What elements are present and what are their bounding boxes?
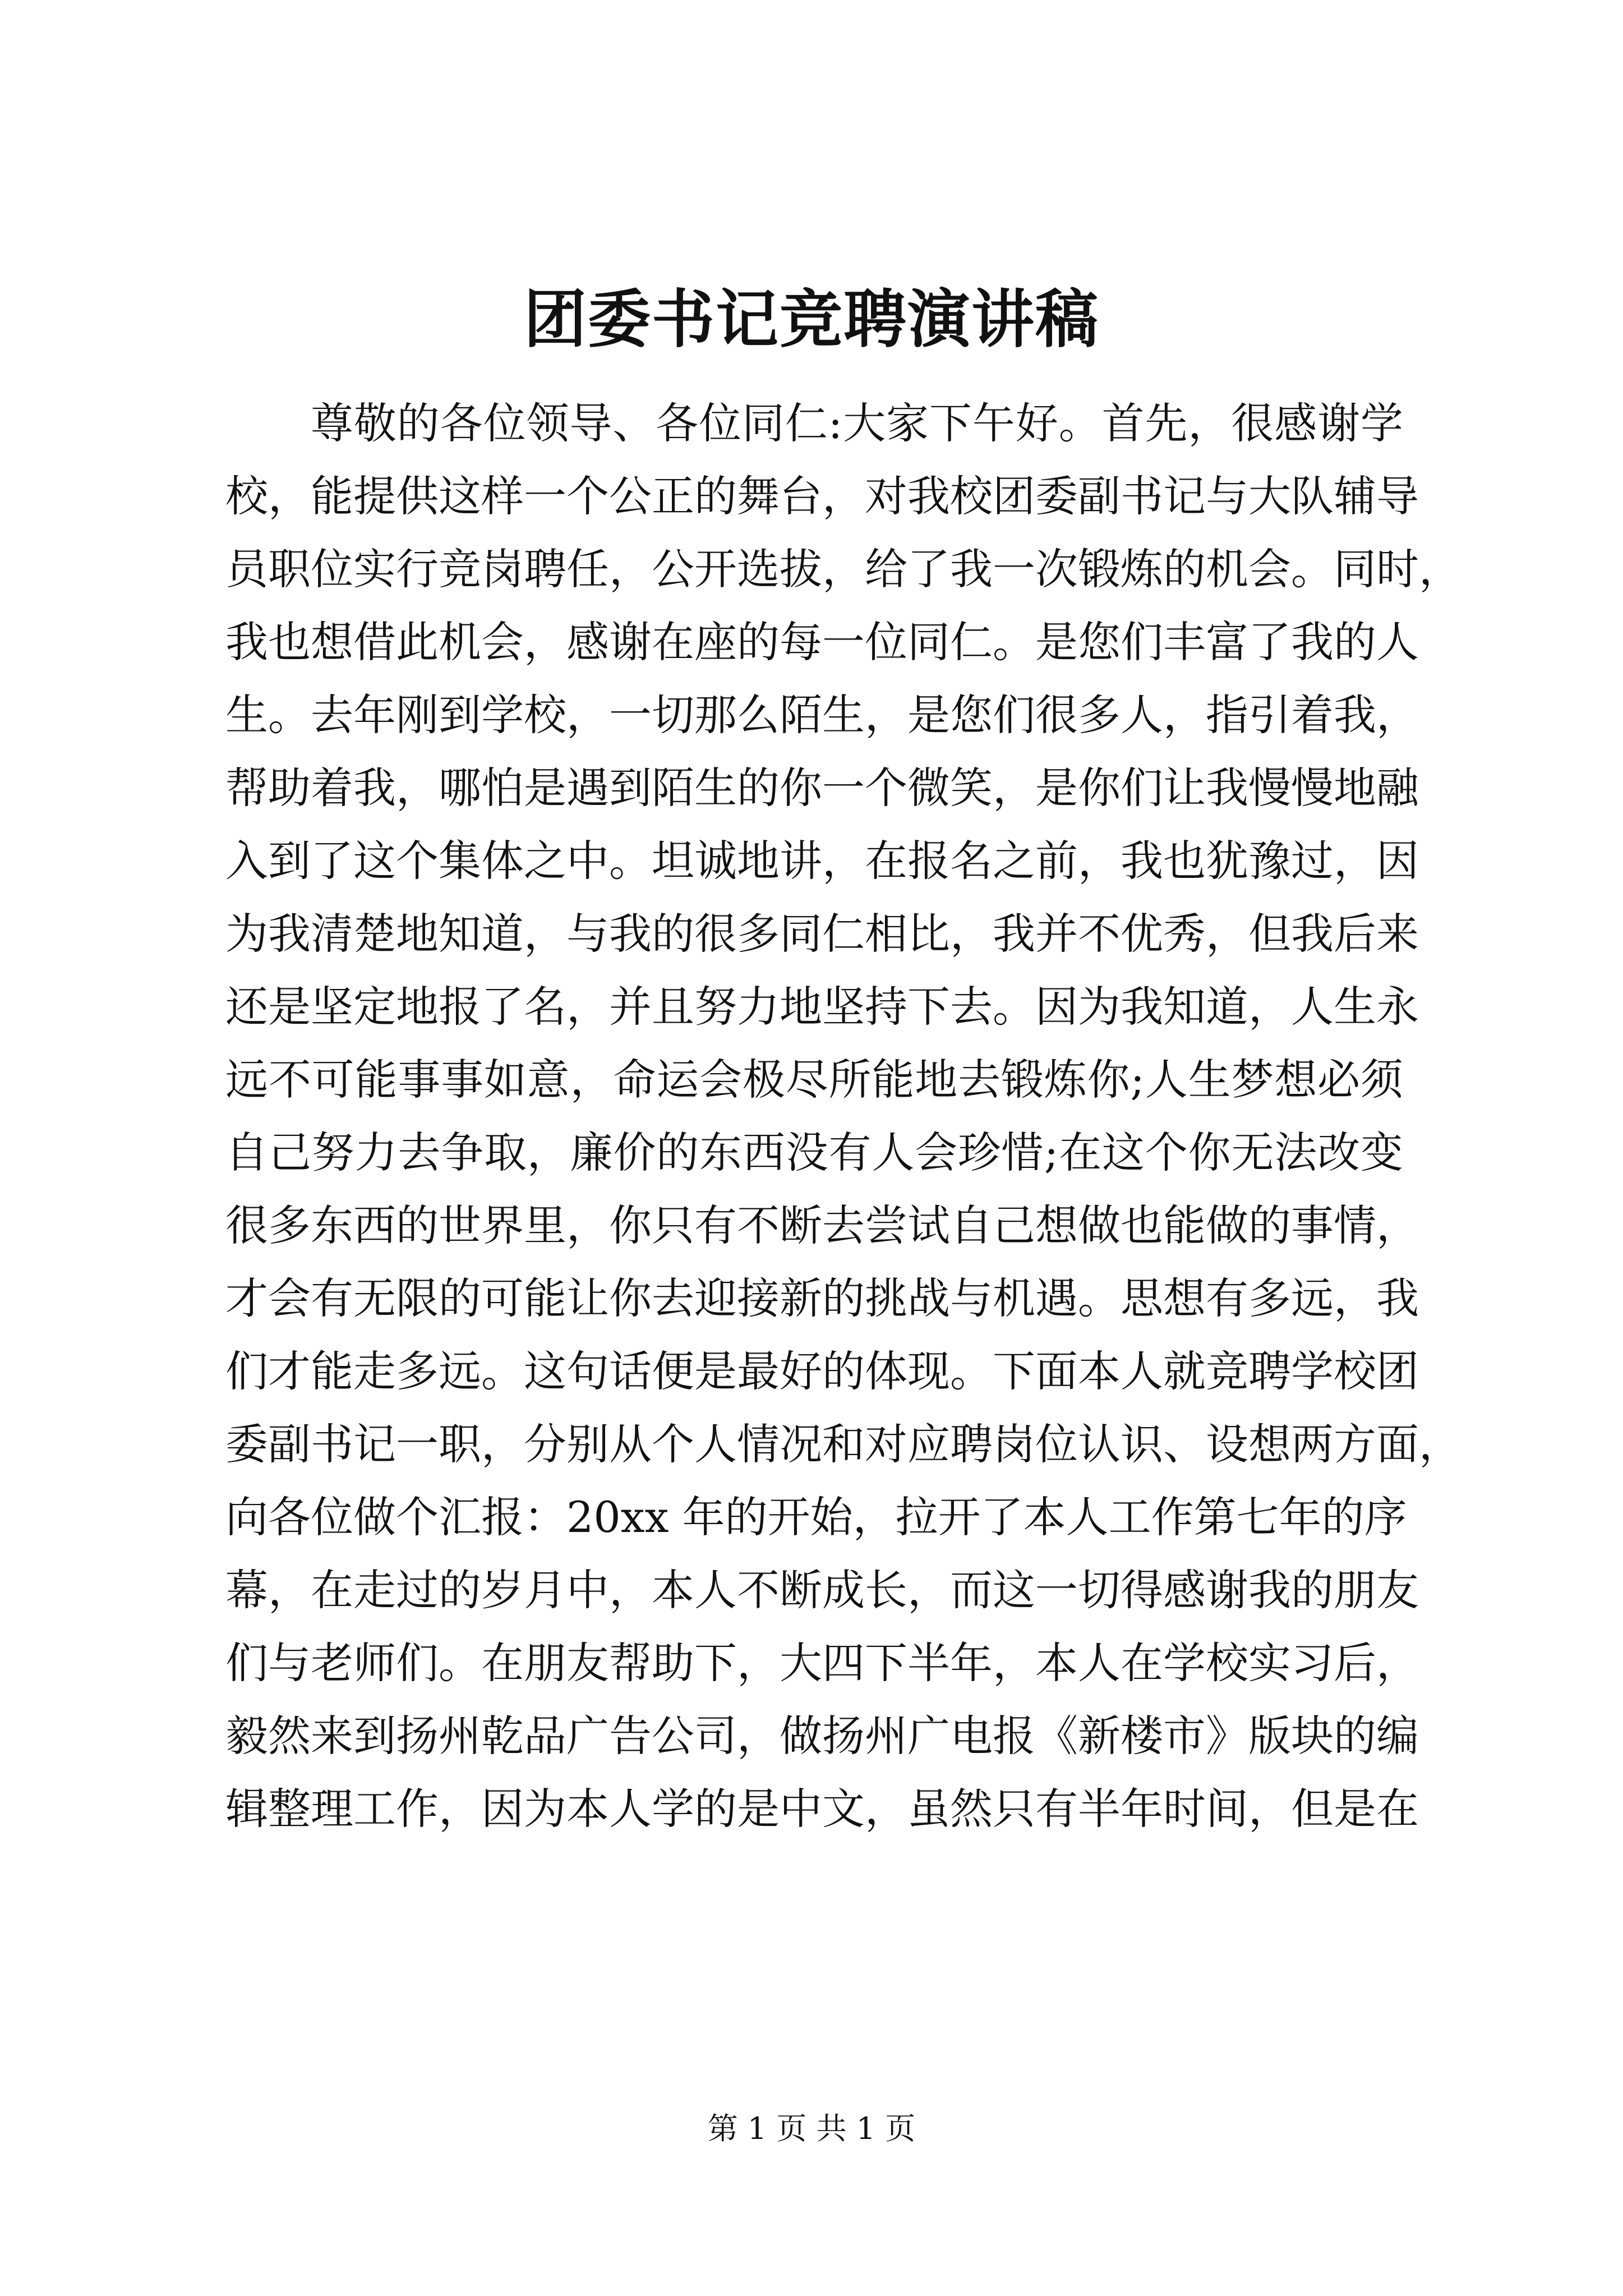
body-line: 们才能走多远。这句话便是最好的体现。下面本人就竞聘学校团 <box>225 1346 1419 1396</box>
body-line: 自己努力去争取，廉价的东西没有人会珍惜;在这个你无法改变 <box>225 1128 1403 1177</box>
page-footer: 第 1 页 共 1 页 <box>707 2111 916 2146</box>
body-line: 入到了这个集体之中。坦诚地讲，在报名之前，我也犹豫过，因 <box>225 836 1419 886</box>
body-line: 很多东西的世界里，你只有不断去尝试自己想做也能做的事情， <box>225 1200 1419 1250</box>
body-line: 才会有无限的可能让你去迎接新的挑战与机遇。思想有多远，我 <box>225 1273 1419 1323</box>
body-line: 辑整理工作，因为本人学的是中文，虽然只有半年时间，但是在 <box>225 1784 1419 1834</box>
body-line: 们与老师们。在朋友帮助下，大四下半年，本人在学校实习后， <box>225 1638 1419 1688</box>
body-line: 尊敬的各位领导、各位同仁:大家下午好。首先，很感谢学 <box>311 398 1403 448</box>
body-line: 委副书记一职，分别从个人情况和对应聘岗位认识、设想两方面， <box>225 1419 1461 1469</box>
body-line: 员职位实行竞岗聘任，公开选拔，给了我一次锻炼的机会。同时， <box>225 544 1461 594</box>
body-line: 毅然来到扬州乾品广告公司，做扬州广电报《新楼市》版块的编 <box>225 1711 1419 1761</box>
body-line: 远不可能事事如意，命运会极尽所能地去锻炼你;人生梦想必须 <box>225 1055 1403 1105</box>
body-line: 为我清楚地知道，与我的很多同仁相比，我并不优秀，但我后来 <box>225 909 1419 959</box>
body-line: 向各位做个汇报：20xx 年的开始，拉开了本人工作第七年的序 <box>225 1492 1407 1542</box>
body-line: 帮助着我，哪怕是遇到陌生的你一个微笑，是你们让我慢慢地融 <box>225 763 1419 813</box>
body-line: 还是坚定地报了名，并且努力地坚持下去。因为我知道，人生永 <box>225 982 1419 1032</box>
body-line: 我也想借此机会，感谢在座的每一位同仁。是您们丰富了我的人 <box>225 617 1419 667</box>
document-title: 团委书记竞聘演讲稿 <box>524 283 1099 356</box>
body-line: 生。去年刚到学校，一切那么陌生，是您们很多人，指引着我， <box>225 690 1419 740</box>
body-line: 校，能提供这样一个公正的舞台，对我校团委副书记与大队辅导 <box>225 471 1419 521</box>
body-line: 幕，在走过的岁月中，本人不断成长，而这一切得感谢我的朋友 <box>225 1565 1419 1615</box>
